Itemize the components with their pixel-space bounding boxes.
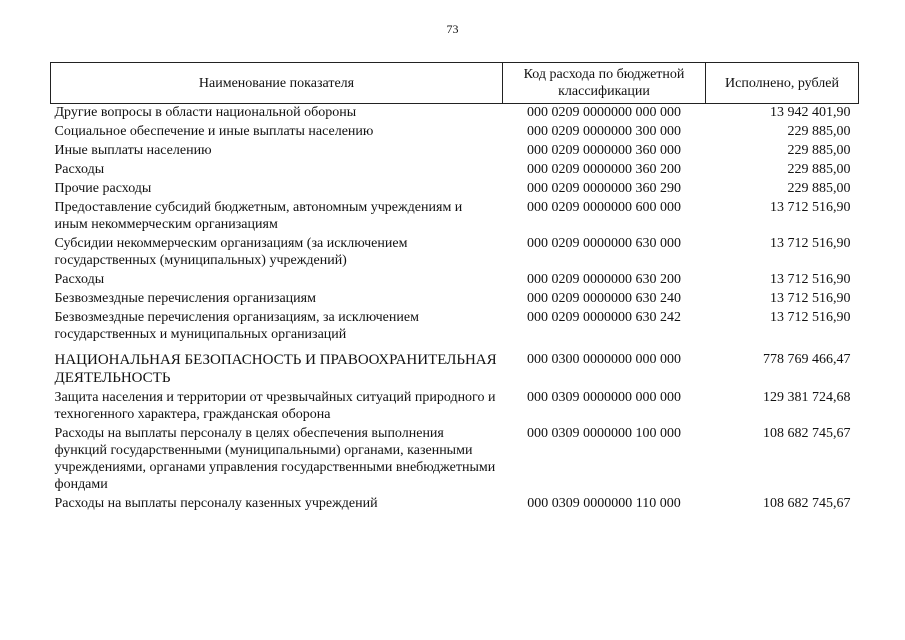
row-name: Расходы на выплаты персоналу казенных учреждений (54, 496, 378, 511)
table-row (51, 180, 859, 199)
row-amount: 108 682 745,67 (763, 426, 851, 441)
section-title: НАЦИОНАЛЬНАЯ БЕЗОПАСНОСТЬ И ПРАВООХРАНИТЕЛЬНАЯ ДЕЯТЕЛЬНОСТЬ (54, 352, 497, 386)
row-code: 000 0309 0000000 100 000 (527, 426, 681, 441)
row-code: 000 0209 0000000 300 000 (527, 124, 681, 139)
row-name: Безвозмездные перечисления организациям, за исключением государственных и муниципальных организаций (54, 310, 419, 342)
row-name: Расходы (54, 162, 105, 177)
row-amount: 229 885,00 (787, 143, 851, 158)
table-row (51, 123, 859, 142)
budget-table (50, 62, 859, 514)
table-row (51, 142, 859, 161)
row-code: 000 0209 0000000 360 200 (527, 162, 681, 177)
row-amount: 13 712 516,90 (770, 236, 851, 251)
row-amount: 108 682 745,67 (763, 496, 851, 511)
row-code: 000 0300 0000000 000 000 (527, 352, 681, 367)
row-code: 000 0209 0000000 630 240 (527, 291, 681, 306)
row-amount: 13 712 516,90 (770, 310, 851, 325)
table-row (51, 235, 859, 271)
header-code: Код расхода по бюджетной классификации (503, 63, 706, 104)
table-row (51, 309, 859, 345)
row-name: Субсидии некоммерческим организациям (за исключением государственных (муниципальных) учреждений) (54, 236, 408, 268)
row-code: 000 0309 0000000 000 000 (527, 390, 681, 405)
table-body (51, 104, 859, 515)
row-name: Прочие расходы (54, 181, 152, 196)
row-amount: 229 885,00 (787, 181, 851, 196)
table-row (51, 199, 859, 235)
section-row (51, 345, 859, 389)
table-row (51, 290, 859, 309)
table-row (51, 495, 859, 514)
row-code: 000 0209 0000000 630 200 (527, 272, 681, 287)
table-row (51, 389, 859, 425)
header-name: Наименование показателя (51, 63, 503, 104)
row-name: Другие вопросы в области национальной обороны (54, 105, 357, 120)
page-number: 73 (446, 22, 459, 36)
row-name: Социальное обеспечение и иные выплаты населению (54, 124, 374, 139)
row-amount: 778 769 466,47 (763, 352, 851, 367)
table-row (51, 425, 859, 495)
row-name: Предоставление субсидий бюджетным, автономным учреждениям и иным некоммерческим организациям (54, 200, 463, 232)
row-amount: 129 381 724,68 (763, 390, 851, 405)
row-code: 000 0209 0000000 600 000 (527, 200, 681, 215)
row-name: Расходы на выплаты персоналу в целях обеспечения выполнения функций государственными (муниципальными) органами, казенными учреждениями, органами управления государственными внебюджетными фондами (54, 426, 496, 492)
row-code: 000 0209 0000000 000 000 (527, 105, 681, 120)
row-amount: 13 712 516,90 (770, 272, 851, 287)
header-amount: Исполнено, рублей (706, 63, 859, 104)
row-code: 000 0209 0000000 360 290 (527, 181, 681, 196)
row-code: 000 0209 0000000 630 242 (527, 310, 681, 325)
table-header (51, 63, 859, 104)
row-name: Безвозмездные перечисления организациям (54, 291, 316, 306)
row-amount: 13 942 401,90 (770, 105, 851, 120)
row-code: 000 0209 0000000 630 000 (527, 236, 681, 251)
row-amount: 13 712 516,90 (770, 291, 851, 306)
table-row (51, 161, 859, 180)
row-amount: 229 885,00 (787, 162, 851, 177)
row-code: 000 0309 0000000 110 000 (527, 496, 681, 511)
row-amount: 13 712 516,90 (770, 200, 851, 215)
row-code: 000 0209 0000000 360 000 (527, 143, 681, 158)
row-name: Защита населения и территории от чрезвычайных ситуаций природного и техногенного характера, гражданская оборона (54, 390, 496, 422)
row-name: Иные выплаты населению (54, 143, 212, 158)
table-row (51, 104, 859, 124)
table-row (51, 271, 859, 290)
row-name: Расходы (54, 272, 105, 287)
row-amount: 229 885,00 (787, 124, 851, 139)
